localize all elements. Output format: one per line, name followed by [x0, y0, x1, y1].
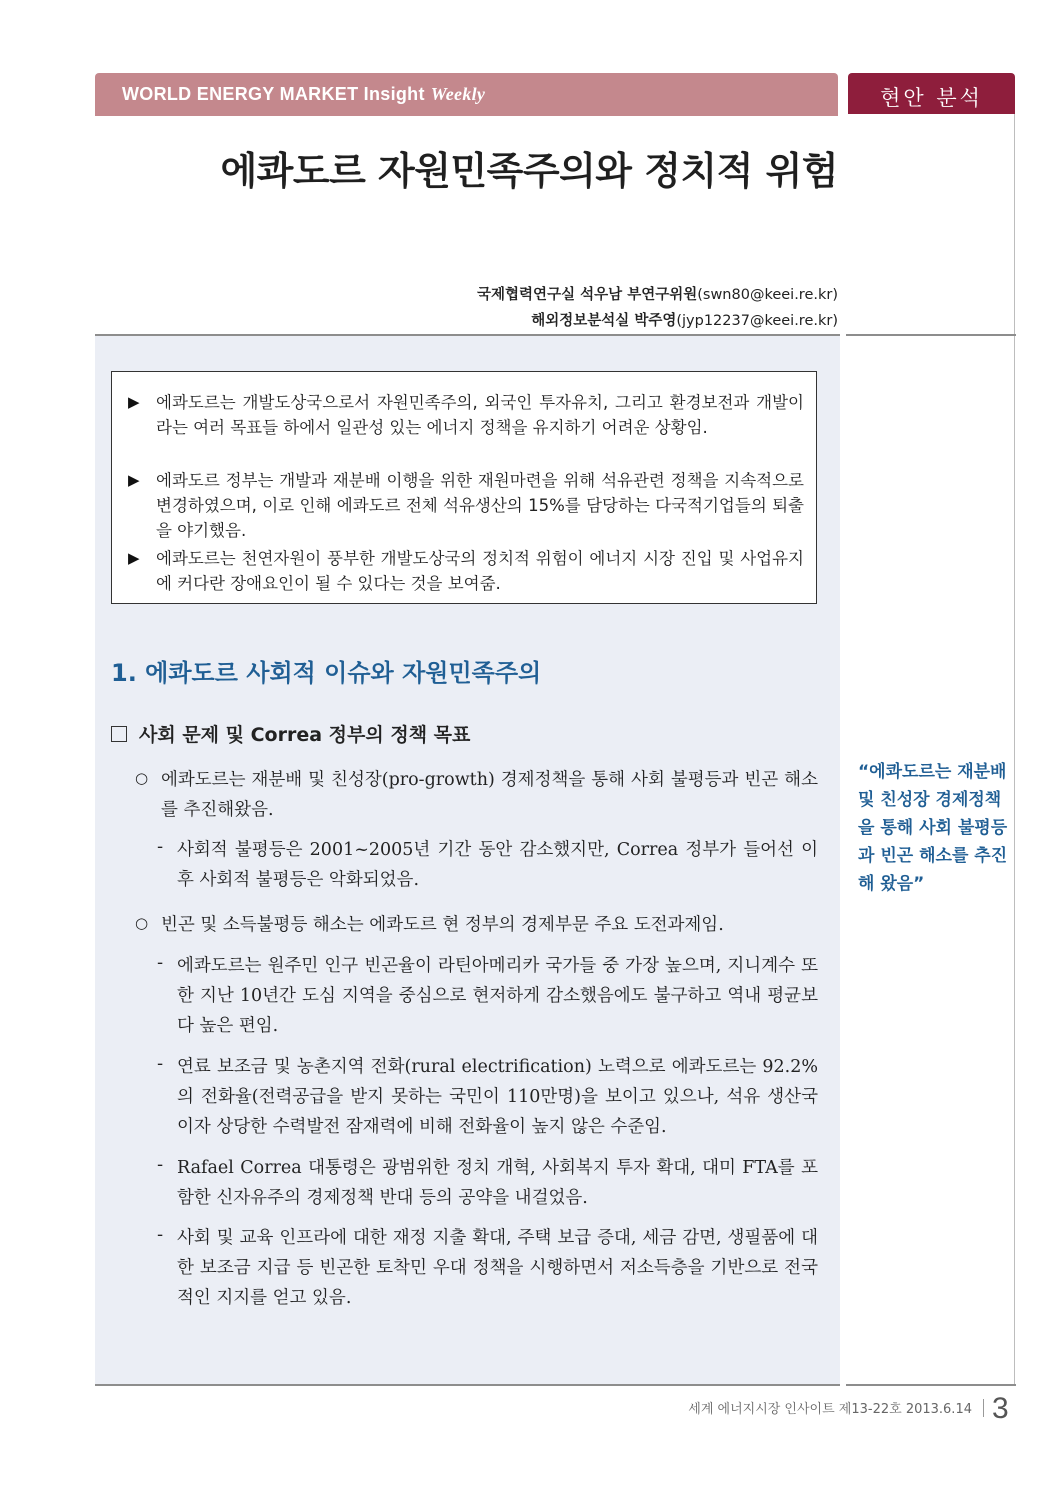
summary-box: ▶ 에콰도르는 개발도상국으로서 자원민족주의, 외국인 투자유치, 그리고 환경보전과 개발이라는 여러 목표들 하에서 일관성 있는 에너지 정책을 유지하기 어려운 상황임. ▶ 에콰도르 정부는 개발과 재분배 이행을 위한 재원마련을 위해 석유관련 정책을 지속적으로 변경하였으며, 이로 인해 에콰도르 전체 석유생산의 15%를 담당하는 다국적기업들의 퇴출을 야기했음. ▶ 에콰도르는 천연자원이 풍부한 개발도상국의 정치적 위험이 에너지 시장 진입 및 사업유지에 커다란 장애요인이 될 수 있다는 것을 보여줌. — [111, 371, 817, 604]
section-heading: 1. 에콰도르 사회적 이슈와 자원민족주의 — [111, 659, 542, 687]
page-title: 에콰도르 자원민족주의와 정치적 위험 — [220, 149, 838, 193]
triangle-bullet-icon: ▶ — [128, 393, 140, 411]
author-line-2: 해외정보분석실 박주영(jyp12237@keei.re.kr) — [531, 313, 838, 329]
sub-bullet-paragraph: 사회 및 교육 인프라에 대한 재정 지출 확대, 주택 보급 증대, 세금 감면, 생필품에 대한 보조금 지급 등 빈곤한 토착민 우대 정책을 시행하면서 저소득층을 기반으로 전국적인 지지를 얻고 있음. — [177, 1228, 818, 1308]
dash-bullet-icon: - — [157, 953, 164, 973]
sub-bullet-paragraph: 사회적 불평등은 2001~2005년 기간 동안 감소했지만, Correa 정부가 들어선 이후 사회적 불평등은 악화되었음. — [177, 840, 818, 890]
triangle-bullet-icon: ▶ — [128, 549, 140, 567]
circle-bullet-icon: ○ — [135, 914, 149, 932]
header-rule — [95, 114, 838, 116]
footer-rule-side — [846, 1384, 1016, 1386]
page-number: 3 — [992, 1392, 1009, 1425]
subsection-heading: 사회 문제 및 Correa 정부의 정책 목표 — [111, 720, 470, 747]
series-title: WORLD ENERGY MARKET Insight Weekly — [122, 84, 486, 104]
dash-bullet-icon: - — [157, 837, 164, 857]
section-tag: 현안 분석 — [880, 86, 983, 110]
footer-separator — [983, 1399, 984, 1417]
checkbox-square-icon — [111, 726, 127, 742]
divider-side — [846, 334, 1016, 336]
circle-bullet-icon: ○ — [135, 769, 149, 787]
dash-bullet-icon: - — [157, 1155, 164, 1175]
footer-rule — [95, 1384, 840, 1386]
triangle-bullet-icon: ▶ — [128, 471, 140, 489]
series-weekly: Weekly — [430, 84, 486, 104]
right-margin-rule — [1014, 114, 1015, 1386]
author-line-1: 국제협력연구실 석우남 부연구위원(swn80@keei.re.kr) — [477, 287, 838, 303]
sub-bullet-paragraph: Rafael Correa 대통령은 광범위한 정치 개혁, 사회복지 투자 확대, 대미 FTA를 포함한 신자유주의 경제정책 반대 등의 공약을 내걸었음. — [177, 1158, 818, 1208]
sub-bullet-paragraph: 연료 보조금 및 농촌지역 전화(rural electrification) 노력으로 에콰도르는 92.2%의 전화율(전력공급을 받지 못하는 국민이 110만명)을 보이고 있으나, 석유 생산국이자 상당한 수력발전 잠재력에 비해 전화율이 높지 않은 수준임. — [177, 1057, 818, 1137]
dash-bullet-icon: - — [157, 1054, 164, 1074]
pull-quote: “에콰도르는 재분배 및 친성장 경제정책을 통해 사회 불평등과 빈곤 해소를 추진해 왔음” — [858, 762, 1008, 894]
dash-bullet-icon: - — [157, 1225, 164, 1245]
sub-bullet-paragraph: 에콰도르는 원주민 인구 빈곤율이 라틴아메리카 국가들 중 가장 높으며, 지니계수 또한 지난 10년간 도심 지역을 중심으로 현저하게 감소했음에도 불구하고 역내 평균보다 높은 편임. — [177, 956, 818, 1036]
footer-publication: 세계 에너지시장 인사이트 제13-22호 2013.6.14 — [688, 1402, 972, 1417]
bullet-paragraph: 빈곤 및 소득불평등 해소는 에콰도르 현 정부의 경제부문 주요 도전과제임. — [161, 915, 724, 935]
bullet-paragraph: 에콰도르는 재분배 및 친성장(pro-growth) 경제정책을 통해 사회 불평등과 빈곤 해소를 추진해왔음. — [161, 770, 818, 820]
